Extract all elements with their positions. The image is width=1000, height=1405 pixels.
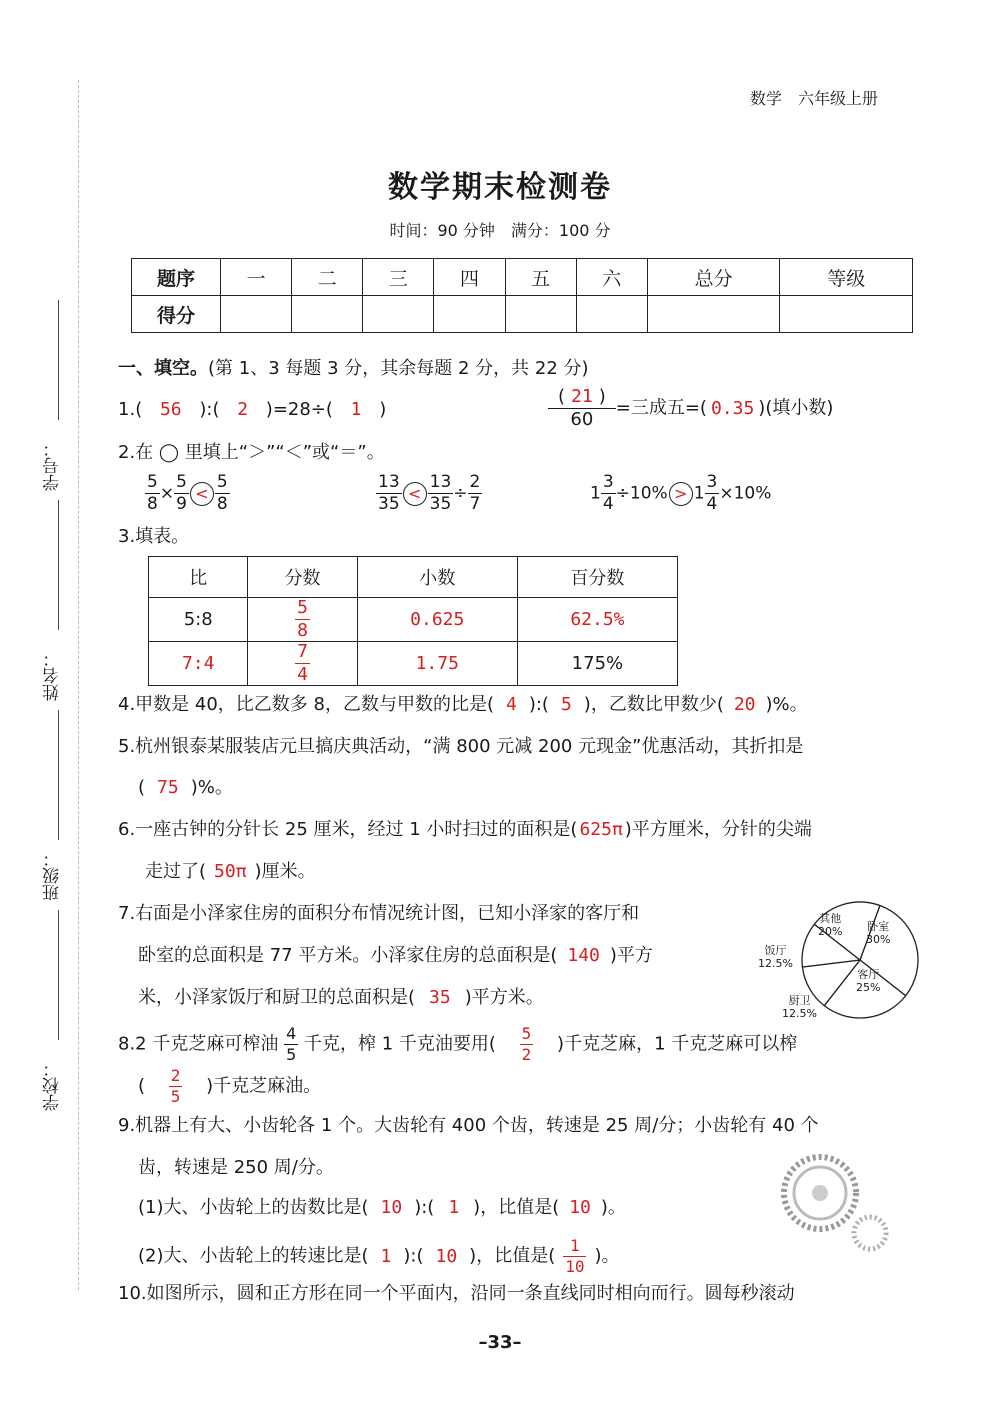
header-grade: 六年级上册 bbox=[798, 89, 879, 108]
pie-chart bbox=[752, 898, 952, 1028]
section-1-heading bbox=[118, 357, 589, 381]
q6-answer-b: 50π bbox=[214, 861, 247, 882]
question-9-sub-1 bbox=[138, 1196, 626, 1220]
frac-den: 5 bbox=[286, 1045, 297, 1064]
q9-answer: 10 bbox=[435, 1245, 458, 1267]
frac-den: 8 bbox=[297, 620, 308, 641]
page-title: 数学期末检测卷 bbox=[388, 170, 612, 205]
q9-answer: 1 bbox=[448, 1197, 460, 1218]
score-blank bbox=[221, 296, 292, 333]
q2-expr-2: $\frac{13}{35}$ < $\frac{13}{35}$ ÷ $\frac{2}{7}$ bbox=[378, 472, 481, 514]
q2-expr-3 bbox=[590, 474, 771, 513]
frac-num: 5 bbox=[147, 472, 158, 492]
question-10: 10.如图所示，圆和正方形在同一个平面内，沿同一条直线同时相向而行。圆每秒滚动 bbox=[118, 1283, 795, 1304]
frac-num: 2 bbox=[469, 472, 481, 492]
question-1 bbox=[118, 398, 386, 422]
section-1-note: (第 1、3 每题 3 分，其余每题 2 分，共 22 分) bbox=[208, 358, 589, 379]
q7-text: )平方米。 bbox=[464, 987, 544, 1008]
frac-den: 8 bbox=[147, 494, 158, 514]
side-line bbox=[58, 710, 59, 840]
q9-text: ):( bbox=[414, 1197, 435, 1218]
q5-text: ( bbox=[138, 777, 146, 798]
q3-cell: 175% bbox=[517, 642, 677, 686]
score-blank bbox=[780, 296, 913, 333]
q1-answer-c: 1 bbox=[350, 399, 362, 420]
q1-text: ) bbox=[379, 399, 387, 420]
q1-answer-a: 56 bbox=[159, 399, 182, 420]
q1-answer-b: 2 bbox=[237, 399, 249, 420]
score-row-label: 得分 bbox=[132, 296, 221, 333]
frac-num: 7 bbox=[297, 641, 308, 662]
side-class: 班级： bbox=[43, 850, 63, 901]
q6-text: )平方厘米，分针的尖端 bbox=[624, 819, 812, 840]
q4-text: ):( bbox=[528, 694, 549, 715]
header-subject: 数学 bbox=[750, 89, 783, 108]
score-cell: 题序 bbox=[132, 259, 221, 296]
q3-header: 比 bbox=[149, 557, 248, 598]
q8-text: 千克，榨 1 千克油要用( bbox=[304, 1033, 496, 1055]
q3-header: 小数 bbox=[357, 557, 517, 598]
side-line bbox=[58, 300, 59, 420]
q6-text: )厘米。 bbox=[254, 861, 316, 882]
side-name: 姓名： bbox=[43, 650, 63, 701]
q8-text: 8.2 千克芝麻可榨油 bbox=[118, 1033, 279, 1055]
frac-den: 35 bbox=[429, 494, 452, 514]
q3-cell: 0.625 bbox=[357, 598, 517, 642]
q7-text: )平方 bbox=[609, 945, 653, 966]
score-cell: 三 bbox=[363, 259, 434, 296]
question-8-line-2 bbox=[138, 1068, 321, 1105]
q9-answer: 1 bbox=[380, 1245, 392, 1267]
q2-expr-1: $\frac{5}{8}$ × $\frac{5}{9}$ < $\frac{5}{8}$ bbox=[147, 472, 228, 514]
q2-op: ÷10% bbox=[615, 483, 668, 504]
q9-text: )，比值是( bbox=[473, 1197, 560, 1218]
score-table bbox=[131, 258, 913, 333]
side-school: 学校： bbox=[43, 1060, 63, 1111]
frac-num: 2 bbox=[170, 1066, 181, 1085]
score-header-row bbox=[132, 259, 913, 296]
score-cell: 二 bbox=[292, 259, 363, 296]
q9-text: ):( bbox=[403, 1245, 424, 1267]
q9-answer: 10 bbox=[380, 1197, 403, 1218]
q7-answer-b: 35 bbox=[429, 987, 451, 1008]
score-blank bbox=[434, 296, 505, 333]
frac-num: 13 bbox=[429, 472, 452, 492]
q1-text: )(填小数) bbox=[758, 397, 834, 419]
q6-text: 走过了( bbox=[145, 861, 207, 882]
q1-frac-num: 21 bbox=[571, 386, 593, 407]
pie-label-living: 客厅 25% bbox=[856, 968, 881, 994]
q2-op: ×10% bbox=[719, 483, 772, 504]
q4-answer-c: 20 bbox=[733, 694, 756, 715]
question-5-answer bbox=[138, 776, 233, 800]
side-line bbox=[58, 910, 59, 1040]
q4-answer-a: 4 bbox=[506, 694, 517, 715]
q7-text: 卧室的总面积是 77 平方米。小泽家住房的总面积是( bbox=[138, 945, 558, 966]
frac-num: 3 bbox=[706, 472, 718, 492]
question-8 bbox=[118, 1026, 797, 1063]
q2-compare-3: > bbox=[669, 482, 693, 506]
q3-row bbox=[149, 598, 678, 642]
q3-cell: 1.75 bbox=[357, 642, 517, 686]
q3-table bbox=[148, 556, 678, 686]
side-line bbox=[58, 500, 59, 630]
q8-text: )千克芝麻油。 bbox=[206, 1075, 322, 1097]
question-3: 3.填表。 bbox=[118, 526, 190, 547]
frac-den: 5 bbox=[170, 1087, 181, 1106]
question-5: 5.杭州银泰某服装店元旦搞庆典活动，“满 800 元减 200 元现金”优惠活动，其折扣是 bbox=[118, 736, 804, 757]
question-7: 7.右面是小泽家住房的面积分布情况统计图，已知小泽家的客厅和 bbox=[118, 903, 640, 924]
frac-den: 4 bbox=[297, 664, 308, 685]
question-7-line-2 bbox=[138, 944, 653, 968]
frac-den: 35 bbox=[378, 494, 400, 514]
question-9-line-2: 齿，转速是 250 周/分。 bbox=[138, 1157, 334, 1178]
q9-answer: 10 bbox=[569, 1197, 591, 1218]
score-cell: 等级 bbox=[780, 259, 913, 296]
q3-cell bbox=[248, 598, 357, 642]
frac-num: 5 bbox=[216, 472, 228, 492]
frac-den: 4 bbox=[602, 494, 614, 514]
q8-text: )千克芝麻，1 千克芝麻可以榨 bbox=[557, 1033, 798, 1055]
section-1-title: 一、填空。 bbox=[118, 358, 208, 379]
question-4 bbox=[118, 693, 808, 717]
q7-answer-a: 140 bbox=[567, 945, 600, 966]
q3-cell: 5:8 bbox=[149, 598, 248, 642]
q4-text: )%。 bbox=[765, 694, 808, 715]
q1-answer-dec: 0.35 bbox=[710, 397, 755, 419]
page-number: –33– bbox=[478, 1332, 522, 1353]
question-9: 9.机器上有大、小齿轮各 1 个。大齿轮有 400 个齿，转速是 25 周/分；小齿轮有 40 个 bbox=[118, 1115, 819, 1136]
mixed-whole: 1 bbox=[693, 483, 705, 504]
question-6 bbox=[118, 818, 812, 842]
pie-label-bedroom: 卧室 30% bbox=[866, 920, 891, 946]
frac-den: 7 bbox=[469, 494, 481, 514]
q2-compare-2: < bbox=[403, 482, 427, 506]
score-cell: 一 bbox=[221, 259, 292, 296]
score-blank bbox=[576, 296, 647, 333]
subtitle: 时间：90 分钟 满分：100 分 bbox=[389, 221, 611, 240]
frac-den: 9 bbox=[176, 494, 187, 514]
q3-header: 分数 bbox=[248, 557, 357, 598]
frac-num: 5 bbox=[521, 1024, 532, 1043]
pie-label-kitchen: 厨卫 12.5% bbox=[782, 994, 817, 1020]
side-student-no: 学号： bbox=[43, 440, 63, 491]
frac-num: 5 bbox=[176, 472, 187, 492]
q3-cell: 62.5% bbox=[517, 598, 677, 642]
q1-text: )=28÷( bbox=[265, 399, 333, 420]
q1-frac-den: 60 bbox=[570, 409, 594, 430]
score-cell: 五 bbox=[505, 259, 576, 296]
gear-illustration bbox=[780, 1145, 890, 1255]
q1-text: =三成五=( bbox=[615, 397, 707, 419]
q6-text: 6.一座古钟的分针长 25 厘米，经过 1 小时扫过的面积是( bbox=[118, 819, 578, 840]
frac-num: 5 bbox=[297, 597, 308, 618]
q4-text: 4.甲数是 40，比乙数多 8，乙数与甲数的比是( bbox=[118, 694, 494, 715]
score-blank bbox=[292, 296, 363, 333]
pie-label-dining: 饭厅 12.5% bbox=[758, 944, 793, 970]
q1-text: ):( bbox=[199, 399, 220, 420]
q5-answer: 75 bbox=[157, 777, 179, 798]
q6-answer-a: 625π bbox=[579, 819, 623, 840]
frac-den: 10 bbox=[565, 1257, 585, 1276]
score-blank bbox=[505, 296, 576, 333]
header bbox=[750, 86, 878, 109]
q5-text: )%。 bbox=[190, 777, 233, 798]
q9-text: (1)大、小齿轮上的齿数比是( bbox=[138, 1197, 369, 1218]
frac-num: 1 bbox=[563, 1238, 586, 1257]
frac-num: 13 bbox=[378, 472, 400, 492]
q3-header-row bbox=[149, 557, 678, 598]
binding-line bbox=[78, 80, 79, 1290]
q8-text: ( bbox=[138, 1075, 146, 1097]
question-1-part-2 bbox=[548, 388, 833, 429]
q4-answer-b: 5 bbox=[560, 694, 572, 715]
q3-header: 百分数 bbox=[517, 557, 677, 598]
score-blank bbox=[363, 296, 434, 333]
mixed-whole: 1 bbox=[590, 483, 601, 504]
frac-den: 4 bbox=[706, 494, 718, 514]
question-6-line-2 bbox=[145, 860, 316, 884]
q3-cell: 7:4 bbox=[149, 642, 248, 686]
q1-text: ( bbox=[135, 399, 143, 420]
score-value-row bbox=[132, 296, 913, 333]
q9-text: (2)大、小齿轮上的转速比是( bbox=[138, 1245, 369, 1267]
q9-text: )。 bbox=[594, 1245, 620, 1267]
score-cell: 六 bbox=[576, 259, 647, 296]
q1-num: 1. bbox=[118, 399, 136, 420]
score-blank bbox=[647, 296, 780, 333]
frac-den: 2 bbox=[521, 1045, 532, 1064]
q3-cell bbox=[248, 642, 357, 686]
q9-text: )，比值是( bbox=[469, 1245, 556, 1267]
question-9-sub-2 bbox=[138, 1238, 620, 1275]
q4-text: )，乙数比甲数少( bbox=[583, 694, 724, 715]
q3-row bbox=[149, 642, 678, 686]
q2-compare-1: < bbox=[190, 482, 214, 506]
score-cell: 总分 bbox=[647, 259, 780, 296]
frac-den: 8 bbox=[216, 494, 228, 514]
q1-fraction: $\frac{( 21 )}{60}$ bbox=[548, 388, 616, 429]
pie-label-other: 其他 20% bbox=[818, 912, 843, 938]
score-cell: 四 bbox=[434, 259, 505, 296]
question-2: 2.在 ◯ 里填上“＞”“＜”或“＝”。 bbox=[118, 442, 385, 463]
frac-num: 4 bbox=[286, 1024, 297, 1043]
question-7-line-3 bbox=[138, 986, 544, 1010]
q7-text: 米，小泽家饭厅和厨卫的总面积是( bbox=[138, 987, 416, 1008]
q9-text: )。 bbox=[600, 1197, 626, 1218]
frac-num: 3 bbox=[602, 472, 614, 492]
